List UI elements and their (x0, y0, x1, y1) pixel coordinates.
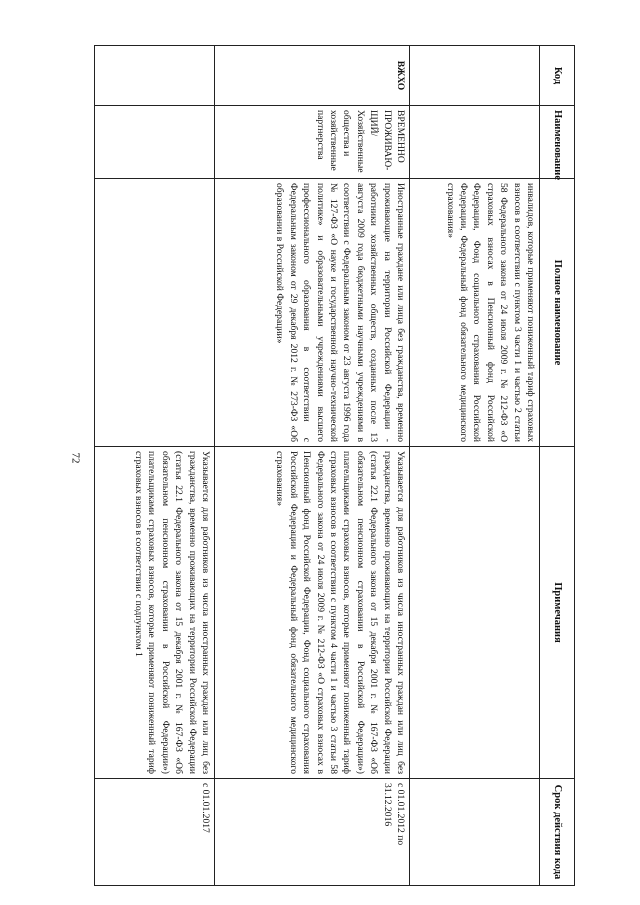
table-header-row (540, 46, 575, 886)
header-code: Код (540, 46, 575, 106)
cell-notes (410, 447, 540, 779)
cell-term (410, 779, 540, 886)
codes-table (94, 45, 575, 886)
header-term: Срок действия кода (540, 779, 575, 886)
table-row (410, 46, 540, 886)
table-row (215, 46, 410, 886)
header-name: Наименование (540, 106, 575, 179)
cell-full-name: инвалидов, которые применяют пониженный тариф страховых взносов в соответствии с пунктом 3 части 1 и частью 2 статьи 58 Федерального закона от 24 июля 2009 г. № 212-ФЗ «О страховых взносах в Пенсионный фонд Российской Федерации, Фонд социального страхования Российской Федерации, Федеральный фонд обязательного медицинского страхования» (410, 179, 540, 447)
cell-term: с 01.01.2012 по 31.12.2016 (215, 779, 410, 886)
cell-code (410, 46, 540, 106)
header-notes: Примечания (540, 447, 575, 779)
cell-full-name: Иностранные граждане или лица без гражданства, временно проживающие на территории Российской Федерации - работники хозяйственных обществ, созданных после 13 августа 2009 года бюджетными научными учреждениями в соответствии с Федеральным законом от 23 августа 1996 года № 127-ФЗ «О науке и государственной научно-технической политике» и образовательными учреждениями высшего профессионального образования в соответствии с Федеральным законом от 29 декабря 2012 г. № 273-ФЗ «Об образовании в Российской Федерации» (215, 179, 410, 447)
table-row (95, 46, 215, 886)
header-full-name: Полное наименование (540, 179, 575, 447)
page-number: 72 (69, 452, 82, 464)
cell-name: ВРЕМЕННО ПРОЖИВАЮ-ЩИЙ/ Хозяйственные общества и хозяйственные партнерства (215, 106, 410, 179)
cell-notes: Указывается для работников из числа иностранных граждан или лиц без гражданства, временно проживающих на территории Российской Федерации (статья 22.1 Федерального закона от 15 декабря 2001 г. № 167-ФЗ «Об обязательном пенсионном страховании в Российской Федерации») плательщиками страховых взносов, которые применяют пониженный тариф страховых взносов в соответствии с пунктом 4 части 1 и частью 3 статьи 58 Федерального закона от 24 июля 2009 г. № 212-ФЗ «О страховых взносах в Пенсионный фонд Российской Федерации, Фонд социального страхования Российской Федерации и Федеральный фонд обязательного медицинского страхования» (215, 447, 410, 779)
cell-full-name (95, 179, 215, 447)
cell-name (410, 106, 540, 179)
rotated-table-sheet (100, 45, 575, 885)
cell-notes: Указывается для работников из числа иностранных граждан или лиц без гражданства, временно проживающих на территории Российской Федерации (статья 22.1 Федерального закона от 15 декабря 2001 г. № 167-ФЗ «Об обязательном пенсионном страховании в Российской Федерации») плательщиками страховых взносов, которые применяют пониженный тариф страховых взносов в соответствии с подпунктом 1 (95, 447, 215, 779)
cell-code: ВЖХО (215, 46, 410, 106)
cell-code (95, 46, 215, 106)
cell-term: с 01.01.2017 (95, 779, 215, 886)
cell-name (95, 106, 215, 179)
